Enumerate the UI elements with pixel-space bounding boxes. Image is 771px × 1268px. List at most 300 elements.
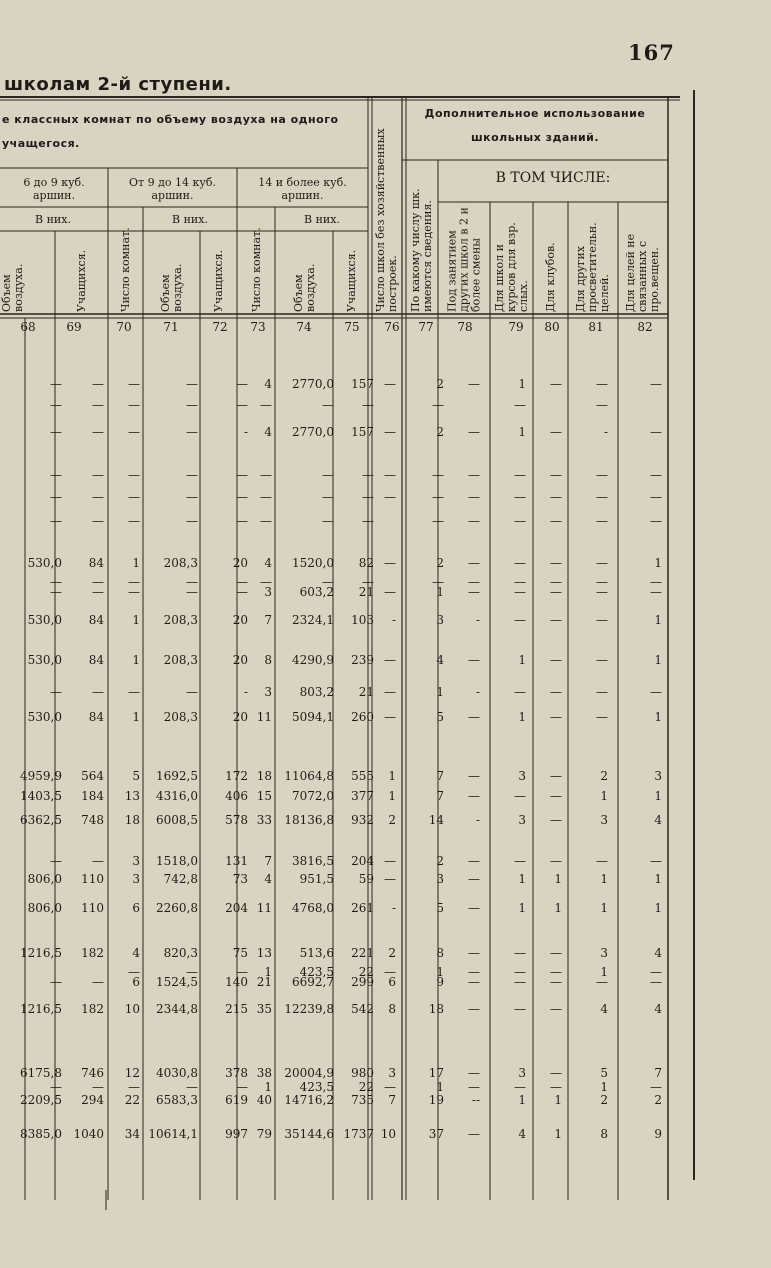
table-cell: 1 [518,901,526,915]
table-cell: 748 [81,813,104,827]
table-cell: 1 [554,1093,562,1107]
table-cell: 2344,8 [156,1002,198,1016]
table-cell: — [596,398,608,412]
table-cell: 7072,0 [292,789,334,803]
table-cell: 2 [388,813,396,827]
table-cell: — [514,514,526,528]
table-cell: — [650,685,662,699]
table-cell: — [596,613,608,627]
table-cell: 4 [654,1002,662,1016]
table-cell: 5094,1 [292,710,334,724]
table-cell: — [260,575,272,589]
table-cell: — [514,789,526,803]
table-cell: — [384,377,396,391]
column-number: 80 [544,320,560,334]
table-cell: — [550,975,562,989]
table-cell: 2 [436,425,444,439]
table-cell: 6008,5 [156,813,198,827]
table-cell: 208,3 [163,613,198,627]
table-cell: — [384,425,396,439]
table-cell: — [92,514,104,528]
table-cell: — [596,975,608,989]
table-cell: 11 [256,901,272,915]
table-cell: 82 [358,556,374,570]
table-cell: — [186,685,198,699]
table-cell: — [596,377,608,391]
table-cell: 204 [351,854,374,868]
table-cell: — [514,556,526,570]
table-cell: — [468,789,480,803]
table-cell: — [50,854,62,868]
table-cell: — [384,653,396,667]
table-cell: 932 [351,813,374,827]
table-cell: — [186,585,198,599]
table-cell: - [391,901,396,915]
table-cell: 1 [518,1093,526,1107]
table-cell: 1 [600,1080,608,1094]
table-cell: — [92,490,104,504]
table-cell: — [468,901,480,915]
table-cell: — [514,468,526,482]
page-number: 167 [628,40,675,65]
table-cell: — [550,965,562,979]
table-cell: 20 [232,556,248,570]
table-cell: 103 [351,613,374,627]
table-cell: — [432,468,444,482]
table-cell: — [550,556,562,570]
table-cell: — [50,377,62,391]
table-cell: — [468,514,480,528]
table-cell: — [186,377,198,391]
table-cell: 1 [132,710,140,724]
table-cell: 182 [81,946,104,960]
table-cell: 4959,9 [20,769,62,783]
table-cell: 1 [132,653,140,667]
table-cell: 184 [81,789,104,803]
table-cell: — [186,1080,198,1094]
header-col-75: Учащихся. [345,249,358,312]
table-cell: 542 [351,1002,374,1016]
table-cell: 1692,5 [156,769,198,783]
table-cell: 172 [225,769,248,783]
table-cell: — [128,398,140,412]
table-cell: — [92,377,104,391]
table-cell: — [128,514,140,528]
table-cell: — [550,468,562,482]
table-cell: — [236,398,248,412]
column-number: 68 [20,320,36,334]
table-cell: 84 [88,653,104,667]
table-cell: — [650,425,662,439]
table-cell: — [514,854,526,868]
table-cell: 84 [88,556,104,570]
table-cell: 19 [428,1093,444,1107]
table-cell: 6692,7 [292,975,334,989]
table-cell: 423,5 [299,1080,334,1094]
table-cell: 18 [428,1002,444,1016]
table-cell: — [468,946,480,960]
header-col-73: Число комнат. [250,227,263,312]
table-cell: 1 [654,613,662,627]
table-cell: 555 [351,769,374,783]
table-cell: 7 [388,1093,396,1107]
table-cell: — [186,490,198,504]
table-cell: — [550,813,562,827]
table-cell: — [596,490,608,504]
table-cell: — [514,685,526,699]
table-cell: 73 [232,872,248,886]
table-cell: 4 [132,946,140,960]
column-number: 82 [637,320,653,334]
table-cell: 4030,8 [156,1066,198,1080]
table-cell: 140 [225,975,248,989]
table-cell: 261 [351,901,374,915]
table-cell: 4 [436,653,444,667]
table-cell: — [650,585,662,599]
table-cell: — [514,585,526,599]
table-cell: — [92,398,104,412]
table-cell: — [468,425,480,439]
column-number: 72 [212,320,228,334]
table-cell: — [236,575,248,589]
table-cell: — [596,514,608,528]
table-cell: — [650,575,662,589]
table-cell: — [384,556,396,570]
column-number: 78 [457,320,473,334]
header-col-72: Учащихся. [212,249,225,312]
table-cell: 37 [428,1127,444,1141]
table-cell: 2324,1 [292,613,334,627]
table-cell: — [186,468,198,482]
table-cell: — [384,490,396,504]
table-cell: 3 [132,872,140,886]
table-cell: 215 [225,1002,248,1016]
table-cell: 746 [81,1066,104,1080]
table-cell: — [468,377,480,391]
table-cell: — [92,468,104,482]
table-cell: 1 [388,789,396,803]
table-cell: — [432,575,444,589]
table-cell: 79 [256,1127,272,1141]
table-cell: — [468,468,480,482]
table-cell: — [362,398,374,412]
table-cell: — [514,398,526,412]
table-cell: 10614,1 [148,1127,198,1141]
table-cell: 208,3 [163,653,198,667]
table-cell: 1216,5 [20,1002,62,1016]
table-cell: — [384,872,396,886]
table-cell: 1 [600,965,608,979]
table-cell: 806,0 [27,872,62,886]
table-cell: — [50,575,62,589]
table-cell: — [322,468,334,482]
table-cell: 22 [124,1093,140,1107]
table-cell: 3 [388,1066,396,1080]
table-cell: 221 [351,946,374,960]
table-cell: — [50,425,62,439]
table-cell: 2 [654,1093,662,1107]
header-col-70: Число комнат. [119,227,132,312]
table-cell: — [128,490,140,504]
table-cell: — [322,514,334,528]
table-cell: — [384,1080,396,1094]
table-cell: — [50,685,62,699]
table-cell: 1 [436,1080,444,1094]
column-number: 73 [250,320,266,334]
table-cell: - [391,613,396,627]
table-cell: 803,2 [299,685,334,699]
table-cell: 1 [518,710,526,724]
table-cell: 1 [654,653,662,667]
table-cell: 22 [358,1080,374,1094]
table-cell: 1 [436,965,444,979]
table-cell: 2770,0 [292,425,334,439]
table-cell: — [468,854,480,868]
table-cell: — [92,685,104,699]
table-cell: — [432,398,444,412]
table-cell: 12 [124,1066,140,1080]
table-cell: 2 [436,854,444,868]
table-cell: — [322,398,334,412]
table-cell: — [550,1080,562,1094]
table-cell: 2260,8 [156,901,198,915]
table-cell: 13 [124,789,140,803]
table-cell: 6 [132,975,140,989]
table-cell: 84 [88,710,104,724]
header-col-79: Для школ и курсов для взр. слых. [493,222,530,312]
table-cell: - [243,685,248,699]
table-cell: 1 [554,1127,562,1141]
header-col-77: По какому числу шк. имеются сведения. [409,188,434,312]
column-number: 71 [163,320,179,334]
table-cell: — [468,585,480,599]
table-cell: — [650,975,662,989]
table-cell: 3 [264,585,272,599]
table-cell: 15 [256,789,272,803]
header-v-nikh-2: В них. [172,213,208,226]
table-cell: 12239,8 [284,1002,334,1016]
table-cell: 1 [654,710,662,724]
table-cell: 40 [256,1093,272,1107]
table-cell: 157 [351,425,374,439]
table-cell: 530,0 [27,653,62,667]
table-cell: — [186,425,198,439]
table-cell: 2 [436,377,444,391]
table-cell: — [596,585,608,599]
table-cell: — [514,1080,526,1094]
table-cell: — [550,514,562,528]
table-cell: — [596,710,608,724]
table-cell: 1216,5 [20,946,62,960]
table-cell: 2 [436,556,444,570]
table-cell: — [650,377,662,391]
table-cell: - [475,685,480,699]
table-cell: 3 [264,685,272,699]
column-number: 75 [344,320,360,334]
table-cell: 4 [654,813,662,827]
table-cell: 530,0 [27,613,62,627]
table-cell: 8 [600,1127,608,1141]
table-cell: 182 [81,1002,104,1016]
table-cell: 21 [358,685,374,699]
table-cell: — [128,425,140,439]
table-cell: - [243,425,248,439]
table-cell: 20 [232,710,248,724]
table-cell: 5 [436,710,444,724]
table-cell: 951,5 [299,872,334,886]
table-cell: — [468,1002,480,1016]
table-cell: 75 [232,946,248,960]
table-cell: 4290,9 [292,653,334,667]
table-cell: — [514,965,526,979]
table-cell: — [362,514,374,528]
table-cell: 1 [264,965,272,979]
table-cell: 4 [264,556,272,570]
table-cell: 33 [256,813,272,827]
header-col-68: Объем воздуха. [0,263,25,312]
table-cell: 4 [264,377,272,391]
table-cell: — [50,490,62,504]
table-cell: — [514,490,526,504]
table-cell: 1 [132,556,140,570]
table-cell: 18136,8 [284,813,334,827]
table-cell: — [550,377,562,391]
table-cell: — [50,468,62,482]
table-cell: — [128,585,140,599]
table-cell: — [596,653,608,667]
table-cell: 3 [132,854,140,868]
table-cell: 3 [518,769,526,783]
header-col-81: Для других просветительн. целей. [574,222,611,312]
table-cell: 13 [256,946,272,960]
table-cell: 1520,0 [292,556,334,570]
table-cell: 4768,0 [292,901,334,915]
table-cell: 11 [256,710,272,724]
table-cell: — [650,490,662,504]
table-cell: — [650,468,662,482]
table-cell: — [468,975,480,989]
table-cell: — [384,965,396,979]
table-cell: 3 [436,613,444,627]
table-cell: — [550,425,562,439]
table-cell: 1 [518,653,526,667]
table-cell: 10 [380,1127,396,1141]
table-cell: - [475,813,480,827]
table-cell: 3 [600,946,608,960]
table-cell: 6583,3 [156,1093,198,1107]
table-cell: - [603,425,608,439]
table-cell: — [550,490,562,504]
table-cell: 157 [351,377,374,391]
table-cell: — [596,685,608,699]
header-v-nikh-1: В них. [35,213,71,226]
table-cell: 1 [518,425,526,439]
table-cell: — [468,490,480,504]
table-cell: 17 [428,1066,444,1080]
table-cell: — [260,468,272,482]
table-cell: 3 [518,1066,526,1080]
table-cell: — [550,769,562,783]
header-rooms-by-air-volume: е классных комнат по объему воздуха на одного учащегося. [2,113,339,150]
header-col-71: Объем воздуха. [159,263,184,312]
table-cell: 3 [654,769,662,783]
table-cell: — [550,946,562,960]
table-cell: — [236,377,248,391]
table-cell: 423,5 [299,965,334,979]
table-cell: — [50,1080,62,1094]
table-cell: 14716,2 [284,1093,334,1107]
table-cell: — [384,585,396,599]
table-cell: 1 [554,872,562,886]
table-cell: 20 [232,653,248,667]
table-cell: 1 [132,613,140,627]
table-cell: 4 [518,1127,526,1141]
table-cell: — [650,965,662,979]
table-cell: 997 [225,1127,248,1141]
table-cell: — [92,585,104,599]
column-number: 70 [116,320,132,334]
table-cell: 564 [81,769,104,783]
table-cell: 110 [81,901,104,915]
table-cell: 530,0 [27,556,62,570]
table-cell: — [236,585,248,599]
table-cell: — [236,514,248,528]
table-cell: 3 [436,872,444,886]
table-cell: — [260,490,272,504]
table-cell: 34 [124,1127,140,1141]
table-cell: 35144,6 [284,1127,334,1141]
table-cell: — [384,468,396,482]
table-cell: 21 [256,975,272,989]
table-cell: 2 [600,769,608,783]
table-cell: — [550,653,562,667]
table-cell: 110 [81,872,104,886]
table-cell: 1 [264,1080,272,1094]
table-cell: — [186,965,198,979]
table-cell: 530,0 [27,710,62,724]
table-cell: 9 [654,1127,662,1141]
table-cell: 208,3 [163,710,198,724]
table-cell: — [92,575,104,589]
table-cell: 1518,0 [156,854,198,868]
table-cell: — [260,398,272,412]
table-cell: 6175,8 [20,1066,62,1080]
column-number: 69 [66,320,82,334]
table-cell: — [468,1066,480,1080]
header-col-76: Число школ без хозяйственных построек. [374,128,399,312]
table-cell: — [468,1127,480,1141]
table-cell: — [236,468,248,482]
table-cell: 38 [256,1066,272,1080]
table-cell: 1 [388,769,396,783]
table-cell: — [550,613,562,627]
table-cell: — [50,585,62,599]
table-cell: — [550,789,562,803]
table-cell: 1 [436,585,444,599]
table-cell: 8 [388,1002,396,1016]
table-cell: 10 [124,1002,140,1016]
table-cell: 742,8 [163,872,198,886]
table-cell: 1 [654,901,662,915]
table-cell: 6 [388,975,396,989]
table-cell: — [468,575,480,589]
table-cell: 1 [654,556,662,570]
table-cell: — [550,1002,562,1016]
table-cell: 260 [351,710,374,724]
table-cell: — [186,398,198,412]
table-cell: 21 [358,585,374,599]
table-cell: — [322,575,334,589]
